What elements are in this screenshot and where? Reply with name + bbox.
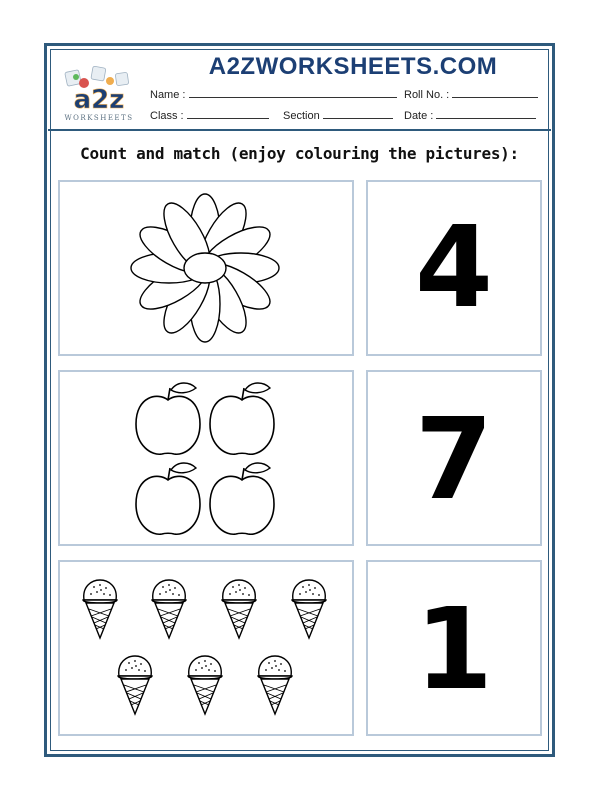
ice-cream-icon [188,656,222,714]
name-field[interactable] [150,88,397,101]
ice-cream-icon [118,656,152,714]
logo-text: a2z [73,85,125,115]
ice-cream-icon [152,580,186,638]
ice-cream-icon [258,656,292,714]
date-line[interactable] [436,109,536,119]
ice-cream-icon [292,580,326,638]
numeral-3: 1 [415,585,493,715]
class-field[interactable] [150,109,269,122]
numeral-cell-1[interactable] [366,180,542,356]
instruction-text: Count and match (enjoy colouring the pictures): [80,144,519,163]
flower-icon [60,182,352,354]
numeral-1: 4 [415,203,493,333]
name-line[interactable] [189,88,397,98]
class-line[interactable] [187,109,269,119]
numeral-2: 7 [415,395,493,525]
numeral-cell-2[interactable] [366,370,542,546]
ice-cream-icon [222,580,256,638]
apples-group [60,372,352,544]
a2z-logo-icon [58,65,140,123]
roll-no-label: Roll No. : [404,89,450,101]
date-field[interactable] [404,109,536,122]
numeral-cell-3[interactable] [366,560,542,736]
section-label: Section [283,110,320,122]
site-title: A2ZWORKSHEETS.COM [208,53,498,80]
apple-icon [136,463,200,534]
worksheet-header [48,47,551,129]
date-label: Date : [404,110,434,122]
apple-icon [136,383,200,454]
name-label: Name : [150,89,186,101]
section-field[interactable] [283,109,393,122]
ice-creams-group [60,562,352,734]
section-line[interactable] [323,109,393,119]
picture-cell-2[interactable] [58,370,354,546]
ice-cream-icon [83,580,117,638]
class-label: Class : [150,110,184,122]
apple-icon [210,463,274,534]
logo-subtitle: WORKSHEETS [64,114,134,122]
apple-icon [210,383,274,454]
picture-cell-1[interactable] [58,180,354,356]
header-divider [48,129,551,131]
roll-no-line[interactable] [452,88,538,98]
picture-cell-3[interactable] [58,560,354,736]
roll-no-field[interactable] [404,88,538,101]
